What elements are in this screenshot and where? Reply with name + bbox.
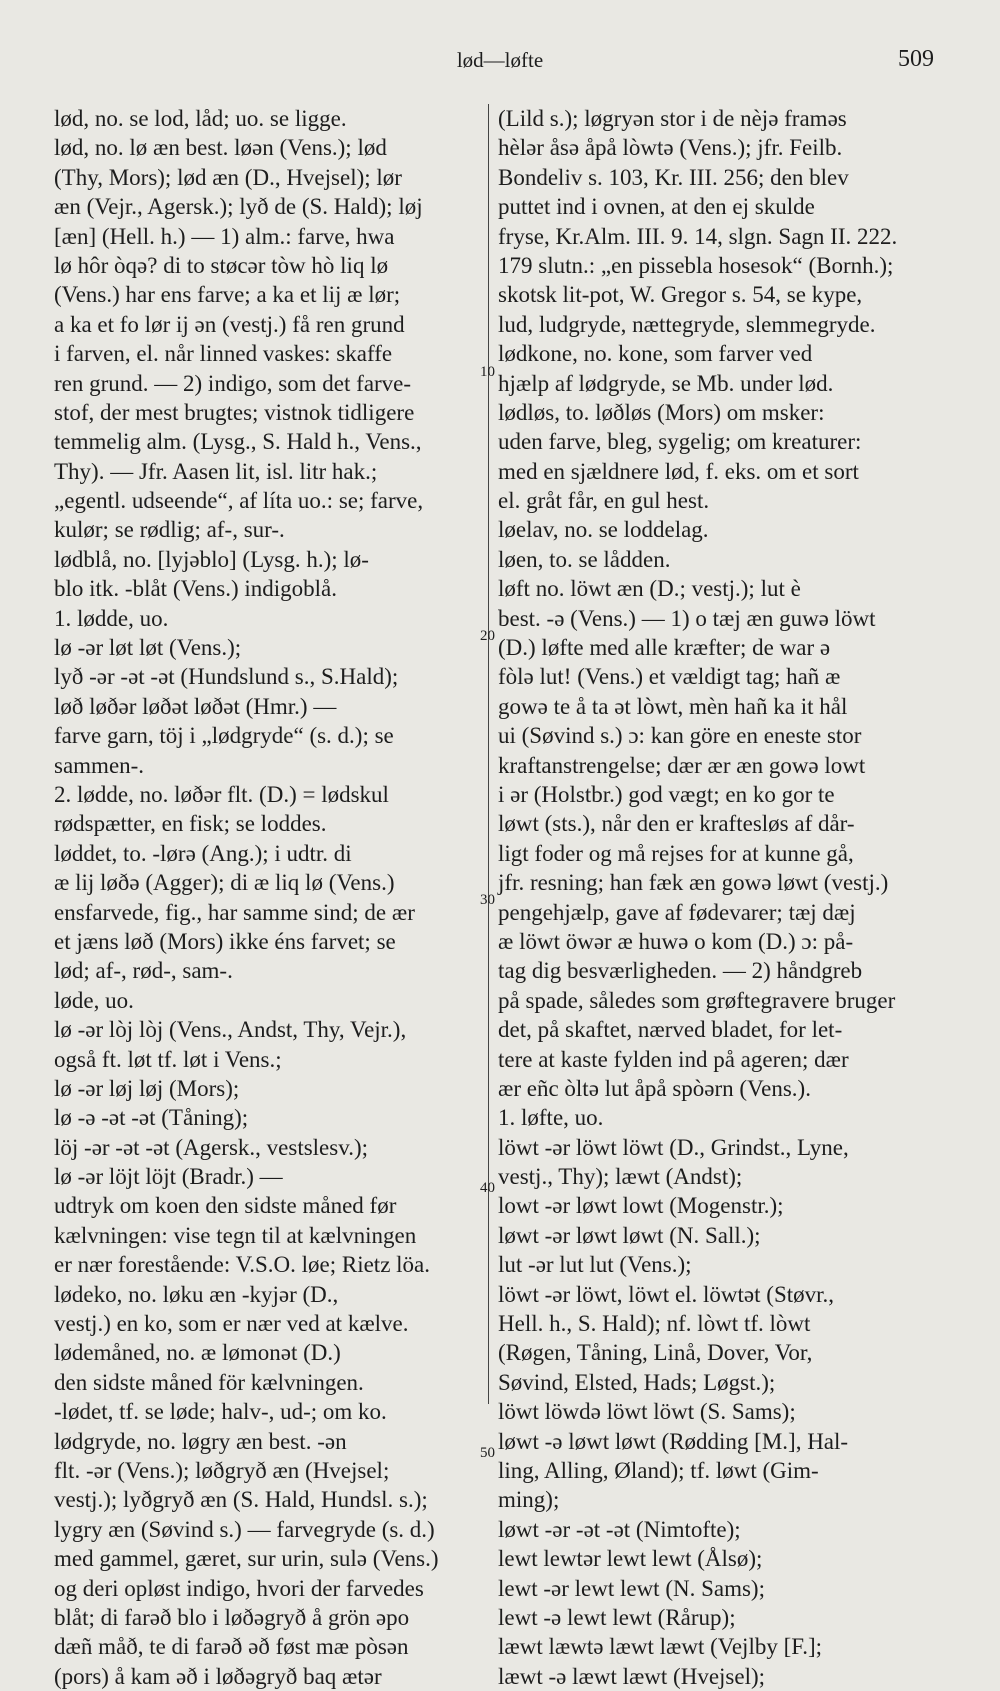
text-line: ren grund. — 2) indigo, som det farve- xyxy=(54,370,412,396)
text-line: a ka et fo lør ij ən (vestj.) få ren grund xyxy=(54,311,405,337)
text-line: lø -ər løj løj (Mors); xyxy=(54,1075,240,1101)
text-line: best. -ə (Vens.) — 1) o tæj æn guwə löwt xyxy=(498,605,876,631)
text-line: -lødet, tf. se løde; halv-, ud-; om ko. xyxy=(54,1399,387,1425)
text-line: löj -ər -ət -ət (Agersk., vestslesv.); xyxy=(54,1134,369,1160)
text-line: æn (Vejr., Agersk.); lyð de (S. Hald); løj xyxy=(54,194,423,220)
text-line: lødgryde, no. løgry æn best. -ən xyxy=(54,1428,347,1454)
text-line: farve garn, töj i „lødgryde“ (s. d.); se xyxy=(54,723,394,749)
text-line: pengehjælp, gave af fødevarer; tæj dæj xyxy=(498,899,856,925)
line-number: 40 xyxy=(480,1180,495,1196)
text-line: kælvningen: vise tegn til at kælvningen xyxy=(54,1222,417,1248)
text-line: dæñ måð, te di farəð əð føst mæ pòsən xyxy=(54,1634,409,1660)
text-line: el. gråt får, en gul hest. xyxy=(498,488,710,514)
text-line: lød, no. se lod, låd; uo. se ligge. xyxy=(54,106,347,131)
text-line: læwt -ə læwt læwt (Hvejsel); xyxy=(498,1663,766,1689)
text-line: lød; af-, rød-, sam-. xyxy=(54,958,233,984)
text-line: lowt -ər løwt lowt (Mogenstr.); xyxy=(498,1193,784,1219)
text-line: ming); xyxy=(498,1487,560,1513)
text-line: ær eñc òltə lut åpå spòərn (Vens.). xyxy=(498,1075,811,1101)
text-line: vestj., Thy); læwt (Andst); xyxy=(498,1164,743,1190)
text-line: løwt -ə løwt løwt (Rødding [M.], Hal- xyxy=(498,1428,849,1454)
text-line: lyð -ər -ət -ət (Hundslund s., S.Hald); xyxy=(54,664,399,690)
text-line: den sidste måned för kælvningen. xyxy=(54,1369,364,1395)
text-line: (Røgen, Tåning, Linå, Dover, Vor, xyxy=(498,1340,813,1366)
text-line: lø hôr òqə? di to støcər tòw hò liq lø xyxy=(54,252,389,278)
text-line: løelav, no. se loddelag. xyxy=(498,517,709,543)
text-line: löwt -ər löwt löwt (D., Grindst., Lyne, xyxy=(498,1134,849,1160)
text-line: (Thy, Mors); lød æn (D., Hvejsel); lør xyxy=(54,164,402,190)
text-line: (Vens.) har ens farve; a ka et lij æ lør; xyxy=(54,282,401,308)
text-line: og deri opløst indigo, hvori der farvedes xyxy=(54,1575,424,1601)
text-line: lø -ər løt løt (Vens.); xyxy=(54,635,242,661)
text-line: lø -ə -ət -ət (Tåning); xyxy=(54,1105,249,1131)
text-line: æ lij løðə (Agger); di æ liq lø (Vens.) xyxy=(54,870,395,896)
text-line: skotsk lit-pot, W. Gregor s. 54, se kype, xyxy=(498,282,863,308)
text-line: blo itk. -blåt (Vens.) indigoblå. xyxy=(54,576,337,602)
running-head: lød—løfte xyxy=(456,48,544,72)
text-line: löwt löwdə löwt löwt (S. Sams); xyxy=(498,1399,796,1425)
text-line: „egentl. udseende“, af líta uo.: se; farve, xyxy=(54,488,424,514)
text-line: løwt -ər løwt løwt (N. Sall.); xyxy=(498,1222,761,1248)
text-line: (D.) løfte med alle kræfter; de war ə xyxy=(498,635,831,661)
text-line: gowə te å ta ət lòwt, mèn hañ ka it hål xyxy=(498,693,848,719)
text-line: Thy). — Jfr. Aasen lit, isl. litr hak.; xyxy=(54,458,378,484)
text-line: på spade, således som grøftegravere bruger xyxy=(498,987,896,1013)
text-line: puttet ind i ovnen, at den ej skulde xyxy=(498,194,815,220)
text-line: lødblå, no. [lyjəblo] (Lysg. h.); lø- xyxy=(54,546,369,572)
text-line: lødkone, no. kone, som farver ved xyxy=(498,341,813,367)
text-line: et jæns løð (Mors) ikke éns farvet; se xyxy=(54,928,396,954)
text-line: løð løðər løðət løðət (Hmr.) — xyxy=(54,693,337,719)
text-line: 179 slutn.: „en pissebla hosesok“ (Bornh.); xyxy=(498,252,894,278)
text-line: lud, ludgryde, nættegryde, slemmegryde. xyxy=(498,311,876,337)
text-line: lødløs, to. løðløs (Mors) om msker: xyxy=(498,399,825,425)
text-line: tag dig besværligheden. — 2) håndgreb xyxy=(498,958,863,984)
text-line: udtryk om koen den sidste måned før xyxy=(54,1193,397,1219)
text-line: lewt -ər lewt lewt (N. Sams); xyxy=(498,1575,765,1601)
text-line: fòlə lut! (Vens.) et vældigt tag; hañ æ xyxy=(498,664,841,690)
text-line: lygry æn (Søvind s.) — farvegryde (s. d.) xyxy=(54,1516,435,1542)
text-line: læwt læwtə læwt læwt (Vejlby [F.]; xyxy=(498,1634,822,1660)
text-line: lødemåned, no. æ lømonət (D.) xyxy=(54,1340,341,1366)
text-line: løddet, to. -lørə (Ang.); i udtr. di xyxy=(54,840,352,866)
line-number: 10 xyxy=(480,364,495,380)
text-line: fryse, Kr.Alm. III. 9. 14, slgn. Sagn II. 222. xyxy=(498,223,898,249)
text-line: sammen-. xyxy=(54,752,145,778)
page-number: 509 xyxy=(898,46,934,72)
text-line: Hell. h., S. Hald); nf. lòwt tf. lòwt xyxy=(498,1311,811,1337)
text-line: hjælp af lødgryde, se Mb. under lød. xyxy=(498,370,834,396)
text-line: [æn] (Hell. h.) — 1) alm.: farve, hwa xyxy=(54,223,395,249)
text-line: vestj.); lyðgryð æn (S. Hald, Hundsl. s.); xyxy=(54,1487,428,1513)
text-line: temmelig alm. (Lysg., S. Hald h., Vens., xyxy=(54,429,422,455)
text-line: det, på skaftet, nærved bladet, for let- xyxy=(498,1017,843,1043)
text-line: blåt; di farəð blo i løðəgryð å grön əpo xyxy=(54,1604,410,1630)
text-line: (pors) å kam əð i løðəgryð baq ætər xyxy=(54,1663,382,1689)
left-column xyxy=(54,104,482,1691)
text-line: uden farve, bleg, sygelig; om kreaturer: xyxy=(498,429,862,455)
text-line: lø -ər lòj lòj (Vens., Andst, Thy, Vejr.), xyxy=(54,1017,407,1043)
text-line: løen, to. se lådden. xyxy=(498,546,671,572)
text-line: med en sjældnere lød, f. eks. om et sort xyxy=(498,458,859,484)
column-divider xyxy=(488,104,489,1404)
text-line: løwt (sts.), når den er kraftesløs af dår- xyxy=(498,811,855,837)
text-line: ligt foder og må rejses for at kunne gå, xyxy=(498,840,854,866)
text-line: kraftanstrengelse; dær ær æn gowə lowt xyxy=(498,752,866,778)
text-line: i ər (Holstbr.) god vægt; en ko gor te xyxy=(498,781,835,807)
text-line: vestj.) en ko, som er nær ved at kælve. xyxy=(54,1311,409,1337)
text-line: 1. løfte, uo. xyxy=(498,1105,604,1131)
text-line: ui (Søvind s.) ɔ: kan göre en eneste stor xyxy=(498,723,862,749)
text-line: kulør; se rødlig; af-, sur-. xyxy=(54,517,285,543)
text-line: lød, no. lø æn best. løən (Vens.); lød xyxy=(54,135,387,161)
text-line: stof, der mest brugtes; vistnok tidligere xyxy=(54,399,415,425)
text-line: lø -ər löjt löjt (Bradr.) — xyxy=(54,1164,283,1190)
text-line: løwt -ər -ət -ət (Nimtofte); xyxy=(498,1516,741,1542)
text-line: tere at kaste fylden ind på ageren; dær xyxy=(498,1046,849,1072)
right-column xyxy=(498,104,944,1691)
text-line: er nær forestående: V.S.O. løe; Rietz löa. xyxy=(54,1252,431,1278)
text-line: lødeko, no. løku æn -kyjər (D., xyxy=(54,1281,339,1307)
text-line: flt. -ər (Vens.); løðgryð æn (Hvejsel; xyxy=(54,1457,390,1483)
text-line: løde, uo. xyxy=(54,987,134,1013)
text-line: også ft. løt tf. løt i Vens.; xyxy=(54,1046,282,1072)
text-line: ling, Alling, Øland); tf. løwt (Gim- xyxy=(498,1457,819,1483)
text-line: Bondeliv s. 103, Kr. III. 256; den blev xyxy=(498,164,849,190)
text-line: 1. lødde, uo. xyxy=(54,605,169,631)
text-line: jfr. resning; han fæk æn gowə løwt (vestj.) xyxy=(498,870,889,896)
text-line: Søvind, Elsted, Hads; Løgst.); xyxy=(498,1369,776,1395)
line-number: 50 xyxy=(480,1445,495,1461)
line-number: 30 xyxy=(480,892,495,908)
text-line: lut -ər lut lut (Vens.); xyxy=(498,1252,692,1278)
text-line: med gammel, gæret, sur urin, sulə (Vens.) xyxy=(54,1546,439,1572)
text-line: hèlər åsə åpå lòwtə (Vens.); jfr. Feilb. xyxy=(498,135,843,161)
text-line: æ löwt öwər æ huwə o kom (D.) ɔ: på- xyxy=(498,928,854,954)
text-line: rødspætter, en fisk; se loddes. xyxy=(54,811,327,837)
text-line: ensfarvede, fig., har samme sind; de ær xyxy=(54,899,415,925)
text-line: lewt lewtər lewt lewt (Ålsø); xyxy=(498,1546,763,1572)
text-line: 2. lødde, no. løðər flt. (D.) = lødskul xyxy=(54,781,389,807)
page-header xyxy=(0,46,1000,82)
text-line: i farven, el. når linned vaskes: skaffe xyxy=(54,341,393,367)
line-number: 20 xyxy=(480,628,495,644)
text-line: (Lild s.); løgryən stor i de nèjə framəs xyxy=(498,106,847,131)
text-line: löwt -ər löwt, löwt el. löwtət (Støvr., xyxy=(498,1281,835,1307)
text-line: løft no. löwt æn (D.; vestj.); lut è xyxy=(498,576,801,602)
text-line: lewt -ə lewt lewt (Rårup); xyxy=(498,1604,736,1630)
